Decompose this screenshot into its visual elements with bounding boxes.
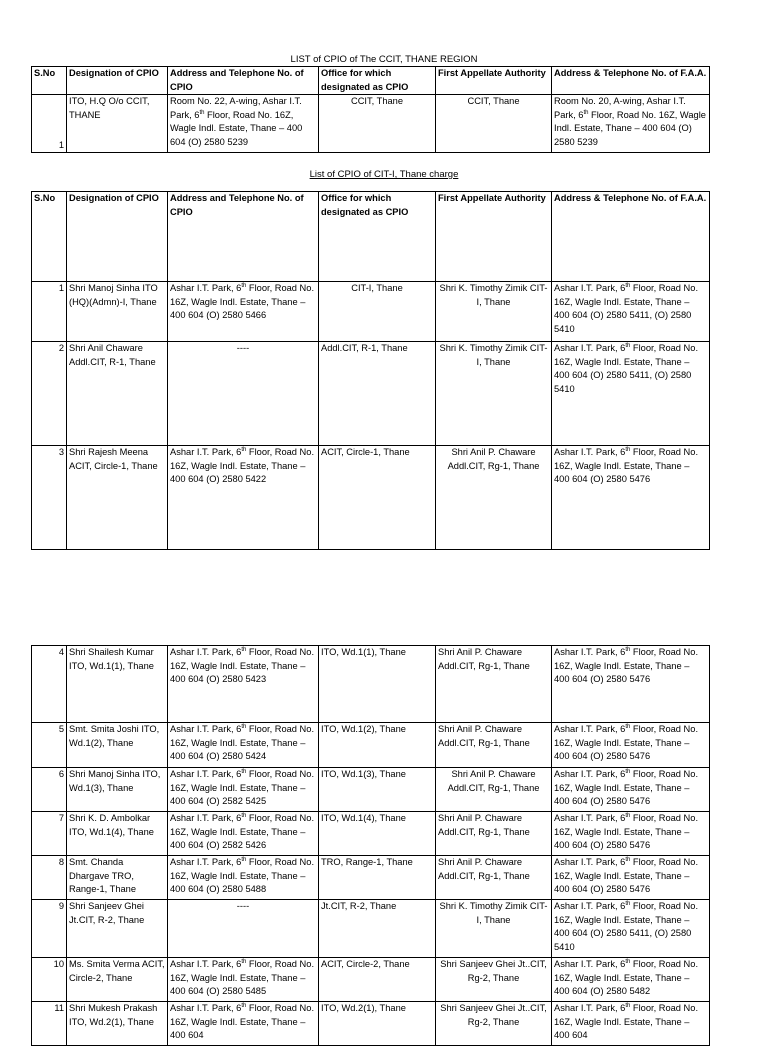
cpio-table-cit1-part2 [31, 645, 710, 1046]
cell-office: CCIT, Thane [319, 95, 436, 153]
header-faa: First Appellate Authority [436, 192, 552, 282]
cpio-table-ccit [31, 66, 710, 153]
cell-designation: Smt. Smita Joshi ITO, Wd.1(2), Thane [67, 723, 168, 768]
cell-office: ITO, Wd.1(2), Thane [319, 723, 436, 768]
cell-office: ACIT, Circle-1, Thane [319, 446, 436, 550]
cell-faa: Shri K. Timothy Zimik CIT-I, Thane [436, 342, 552, 446]
cell-faa: Shri Anil P. Chaware Addl.CIT, Rg-1, Thane [436, 856, 552, 900]
cell-address: Ashar I.T. Park, 6th Floor, Road No. 16Z, Wagle Indl. Estate, Thane – 400 604 (O) 2580 5466 [168, 282, 319, 342]
cell-address: Ashar I.T. Park, 6th Floor, Road No. 16Z, Wagle Indl. Estate, Thane – 400 604 (O) 2580 5423 [168, 646, 319, 723]
cell-designation: ITO, H.Q O/o CCIT, THANE [67, 95, 168, 153]
table-row [32, 856, 710, 900]
cell-address: Ashar I.T. Park, 6th Floor, Road No. 16Z, Wagle Indl. Estate, Thane – 400 604 (O) 2580 5424 [168, 723, 319, 768]
cell-address: Ashar I.T. Park, 6th Floor, Road No. 16Z, Wagle Indl. Estate, Thane – 400 604 (O) 2582 5425 [168, 768, 319, 812]
table2-title: List of CPIO of CIT-I, Thane charge [309, 169, 459, 180]
cell-faa: Shri Anil P. Chaware Addl.CIT, Rg-1, Thane [436, 446, 552, 550]
cell-faa: Shri Sanjeev Ghei Jt..CIT, Rg-2, Thane [436, 958, 552, 1002]
cell-sno: 8 [32, 856, 67, 900]
header-address: Address and Telephone No. of CPIO [168, 67, 319, 95]
table-header-row [32, 192, 710, 282]
cell-designation: Shri Anil Chaware Addl.CIT, R-1, Thane [67, 342, 168, 446]
cell-address: Room No. 22, A-wing, Ashar I.T. Park, 6th Floor, Road No. 16Z, Wagle Indl. Estate, Thane – 400 604 (O) 2580 5239 [168, 95, 319, 153]
cell-office: ITO, Wd.2(1), Thane [319, 1002, 436, 1046]
cell-faa-address: Room No. 20, A-wing, Ashar I.T. Park, 6th Floor, Road No. 16Z, Wagle Indl. Estate, Thane – 400 604 (O) 2580 5239 [552, 95, 710, 153]
header-office: Office for which designated as CPIO [319, 67, 436, 95]
cell-sno: 7 [32, 812, 67, 856]
cell-faa: Shri Sanjeev Ghei Jt..CIT, Rg-2, Thane [436, 1002, 552, 1046]
cell-office: ACIT, Circle-2, Thane [319, 958, 436, 1002]
cell-address: Ashar I.T. Park, 6th Floor, Road No. 16Z, Wagle Indl. Estate, Thane – 400 604 (O) 2580 5422 [168, 446, 319, 550]
cell-designation: Shri Manoj Sinha ITO (HQ)(Admn)-I, Thane [67, 282, 168, 342]
cell-faa: Shri K. Timothy Zimik CIT-I, Thane [436, 900, 552, 958]
cell-sno: 2 [32, 342, 67, 446]
cell-faa-address: Ashar I.T. Park, 6th Floor, Road No. 16Z, Wagle Indl. Estate, Thane – 400 604 (O) 2580 5482 [552, 958, 710, 1002]
cell-designation: Shri Shailesh Kumar ITO, Wd.1(1), Thane [67, 646, 168, 723]
cell-office: ITO, Wd.1(3), Thane [319, 768, 436, 812]
cell-faa: Shri K. Timothy Zimik CIT-I, Thane [436, 282, 552, 342]
cell-sno: 5 [32, 723, 67, 768]
table-row [32, 446, 710, 550]
cell-address: Ashar I.T. Park, 6th Floor, Road No. 16Z, Wagle Indl. Estate, Thane – 400 604 (O) 2580 5485 [168, 958, 319, 1002]
header-sno: S.No [32, 192, 67, 282]
cell-address: Ashar I.T. Park, 6th Floor, Road No. 16Z, Wagle Indl. Estate, Thane – 400 604 (O) 2582 5426 [168, 812, 319, 856]
table-row [32, 342, 710, 446]
cell-address: ---- [168, 900, 319, 958]
table-row [32, 900, 710, 958]
cell-designation: Smt. Chanda Dhargave TRO, Range-1, Thane [67, 856, 168, 900]
cell-faa-address: Ashar I.T. Park, 6th Floor, Road No. 16Z, Wagle Indl. Estate, Thane – 400 604 [552, 1002, 710, 1046]
header-designation: Designation of CPIO [67, 67, 168, 95]
cell-designation: Shri Manoj Sinha ITO, Wd.1(3), Thane [67, 768, 168, 812]
cell-sno: 1 [32, 282, 67, 342]
table-row [32, 282, 710, 342]
table-row [32, 646, 710, 723]
cell-office: ITO, Wd.1(1), Thane [319, 646, 436, 723]
cell-faa-address: Ashar I.T. Park, 6th Floor, Road No. 16Z, Wagle Indl. Estate, Thane – 400 604 (O) 2580 5476 [552, 768, 710, 812]
cell-address: ---- [168, 342, 319, 446]
cell-address: Ashar I.T. Park, 6th Floor, Road No. 16Z, Wagle Indl. Estate, Thane – 400 604 (O) 2580 5488 [168, 856, 319, 900]
cell-faa: CCIT, Thane [436, 95, 552, 153]
cell-sno: 9 [32, 900, 67, 958]
cell-sno: 1 [32, 95, 67, 153]
header-faa: First Appellate Authority [436, 67, 552, 95]
header-faa-address: Address & Telephone No. of F.A.A. [552, 192, 710, 282]
cell-faa-address: Ashar I.T. Park, 6th Floor, Road No. 16Z, Wagle Indl. Estate, Thane – 400 604 (O) 2580 5411, (O) 2580 5410 [552, 900, 710, 958]
cell-sno: 11 [32, 1002, 67, 1046]
cell-address: Ashar I.T. Park, 6th Floor, Road No. 16Z, Wagle Indl. Estate, Thane – 400 604 [168, 1002, 319, 1046]
cell-sno: 4 [32, 646, 67, 723]
cell-faa: Shri Anil P. Chaware Addl.CIT, Rg-1, Thane [436, 723, 552, 768]
cell-office: Jt.CIT, R-2, Thane [319, 900, 436, 958]
cell-sno: 10 [32, 958, 67, 1002]
cell-faa-address: Ashar I.T. Park, 6th Floor, Road No. 16Z, Wagle Indl. Estate, Thane – 400 604 (O) 2580 5476 [552, 646, 710, 723]
header-address: Address and Telephone No. of CPIO [168, 192, 319, 282]
cell-faa-address: Ashar I.T. Park, 6th Floor, Road No. 16Z, Wagle Indl. Estate, Thane – 400 604 (O) 2580 5476 [552, 446, 710, 550]
cell-faa-address: Ashar I.T. Park, 6th Floor, Road No. 16Z, Wagle Indl. Estate, Thane – 400 604 (O) 2580 5476 [552, 723, 710, 768]
header-office: Office for which designated as CPIO [319, 192, 436, 282]
table-row [32, 723, 710, 768]
cell-office: CIT-I, Thane [319, 282, 436, 342]
header-designation: Designation of CPIO [67, 192, 168, 282]
cell-faa: Shri Anil P. Chaware Addl.CIT, Rg-1, Thane [436, 812, 552, 856]
cell-designation: Shri Rajesh Meena ACIT, Circle-1, Thane [67, 446, 168, 550]
cell-office: ITO, Wd.1(4), Thane [319, 812, 436, 856]
cell-sno: 3 [32, 446, 67, 550]
table1-title: LIST of CPIO of The CCIT, THANE REGION [290, 54, 478, 65]
cell-faa: Shri Anil P. Chaware Addl.CIT, Rg-1, Thane [436, 768, 552, 812]
cell-designation: Shri Sanjeev Ghei Jt.CIT, R-2, Thane [67, 900, 168, 958]
cell-faa-address: Ashar I.T. Park, 6th Floor, Road No. 16Z, Wagle Indl. Estate, Thane – 400 604 (O) 2580 5411, (O) 2580 5410 [552, 342, 710, 446]
cell-office: TRO, Range-1, Thane [319, 856, 436, 900]
table-row [32, 958, 710, 1002]
cell-faa-address: Ashar I.T. Park, 6th Floor, Road No. 16Z, Wagle Indl. Estate, Thane – 400 604 (O) 2580 5411, (O) 2580 5410 [552, 282, 710, 342]
header-sno: S.No [32, 67, 67, 95]
cell-faa-address: Ashar I.T. Park, 6th Floor, Road No. 16Z, Wagle Indl. Estate, Thane – 400 604 (O) 2580 5476 [552, 812, 710, 856]
cpio-table-cit1-part1 [31, 191, 710, 550]
cell-office: Addl.CIT, R-1, Thane [319, 342, 436, 446]
header-faa-address: Address & Telephone No. of F.A.A. [552, 67, 710, 95]
cell-faa-address: Ashar I.T. Park, 6th Floor, Road No. 16Z, Wagle Indl. Estate, Thane – 400 604 (O) 2580 5476 [552, 856, 710, 900]
cell-sno: 6 [32, 768, 67, 812]
cell-designation: Shri K. D. Ambolkar ITO, Wd.1(4), Thane [67, 812, 168, 856]
table-row [32, 95, 710, 153]
cell-designation: Ms. Smita Verma ACIT, Circle-2, Thane [67, 958, 168, 1002]
table-row [32, 812, 710, 856]
cell-faa: Shri Anil P. Chaware Addl.CIT, Rg-1, Thane [436, 646, 552, 723]
cell-designation: Shri Mukesh Prakash ITO, Wd.2(1), Thane [67, 1002, 168, 1046]
table-header-row [32, 67, 710, 95]
table-row [32, 768, 710, 812]
